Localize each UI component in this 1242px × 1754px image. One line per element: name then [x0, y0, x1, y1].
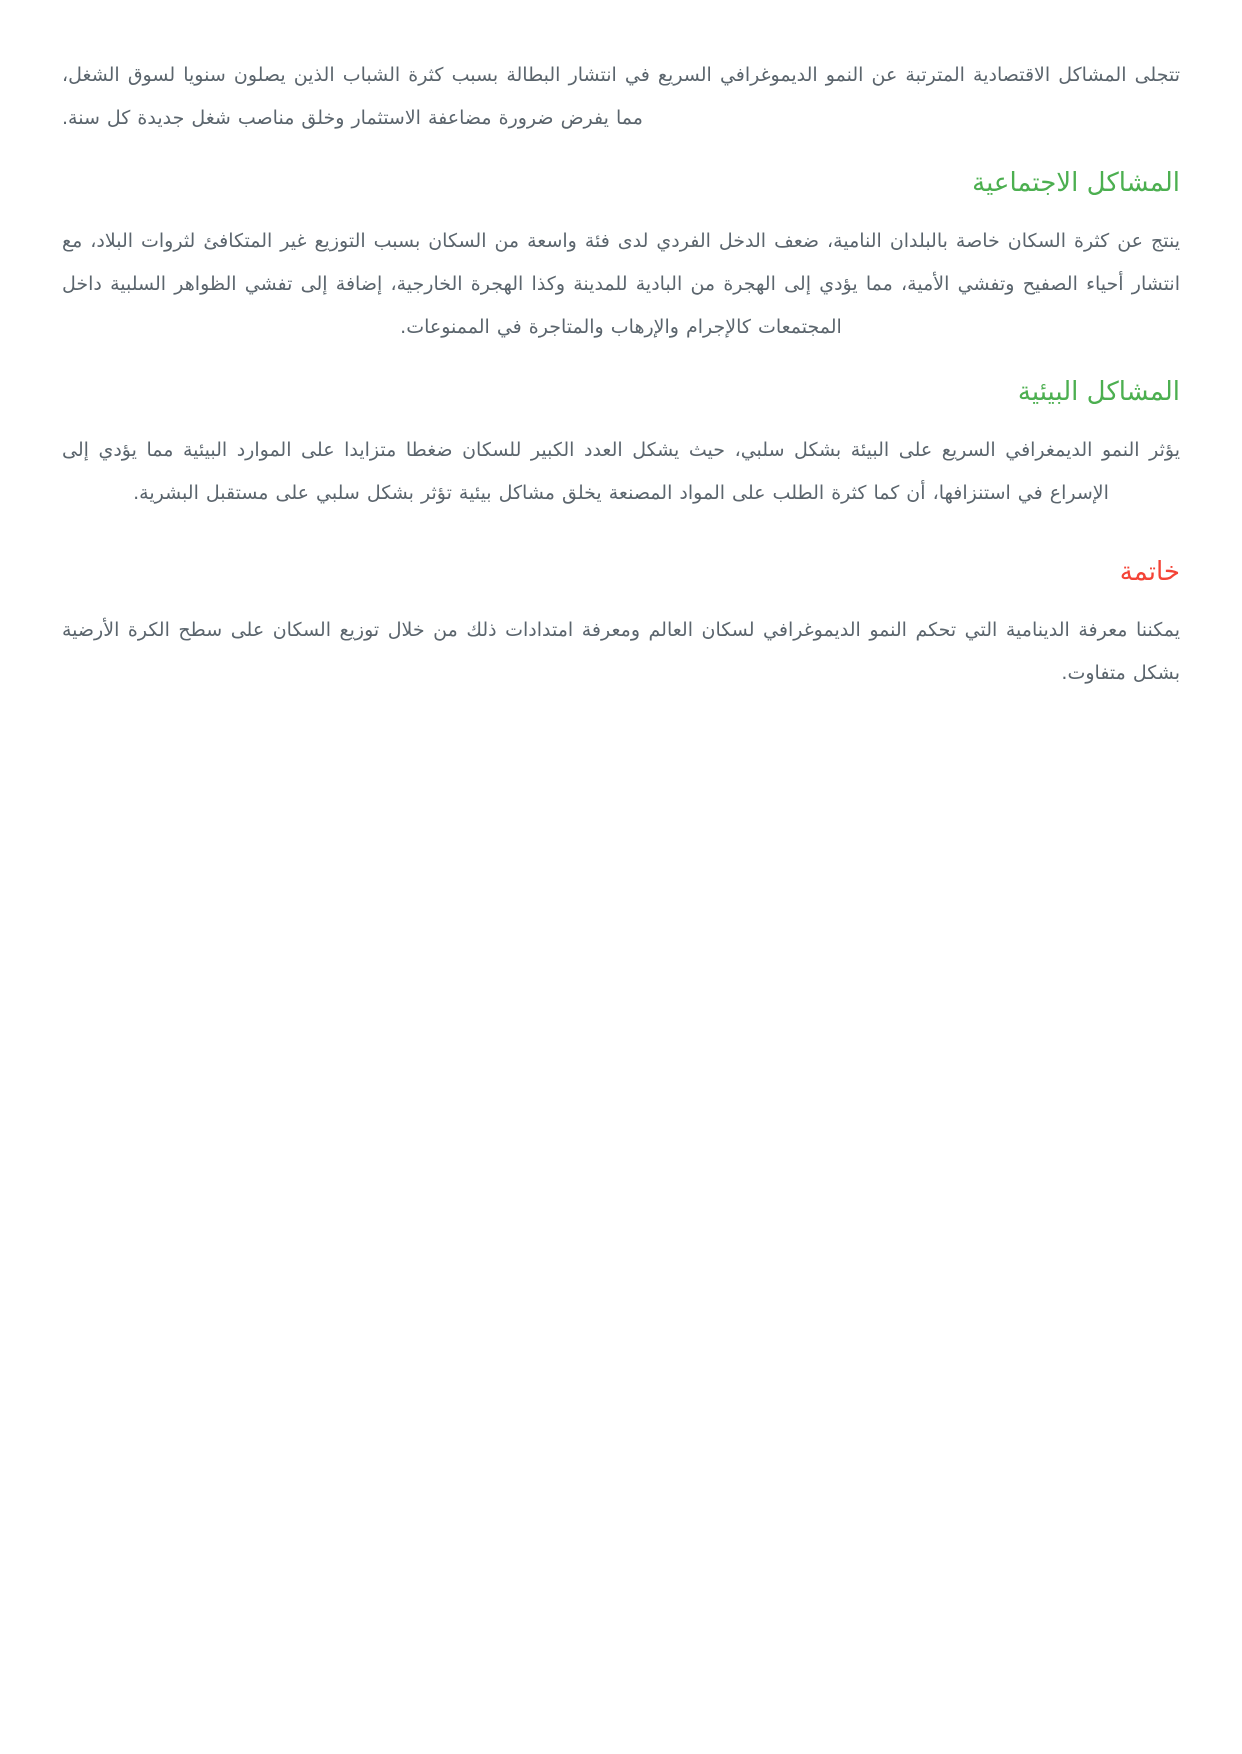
heading-social-problems: المشاكل الاجتماعية	[972, 168, 1180, 198]
heading-conclusion: خاتمة	[1119, 557, 1180, 587]
paragraph-economic-problems: تتجلى المشاكل الاقتصادية المترتبة عن النمو الديموغرافي السريع في انتشار البطالة بسبب كثرة الشباب الذين يصلون سنويا لسوق الشغل، مما يفرض ضرورة مضاعفة الاستثمار وخلق مناصب شغل جديدة كل سنة.	[62, 64, 1180, 129]
paragraph-environmental-problems: يؤثر النمو الديمغرافي السريع على البيئة بشكل سلبي، حيث يشكل العدد الكبير للسكان ضغطا متزايدا على الموارد البيئية مما يؤدي إلى الإسراع في استنزافها، أن كما كثرة الطلب على المواد المصنعة يخلق مشاكل بيئية تؤثر بشكل سلبي على مستقبل البشرية.	[62, 439, 1180, 504]
paragraph-conclusion: يمكننا معرفة الدينامية التي تحكم النمو الديموغرافي لسكان العالم ومعرفة امتدادات ذلك من خلال توزيع السكان على سطح الكرة الأرضية بشكل متفاوت.	[62, 619, 1180, 684]
heading-environmental-problems: المشاكل البيئية	[1017, 377, 1180, 407]
paragraph-social-problems: ينتج عن كثرة السكان خاصة بالبلدان النامية، ضعف الدخل الفردي لدى فئة واسعة من السكان بسبب التوزيع غير المتكافئ لثروات البلاد، مع انتشار أحياء الصفيح وتفشي الأمية، مما يؤدي إلى الهجرة من البادية للمدينة وكذا الهجرة الخارجية، إضافة إلى تفشي الظواهر السلبية داخل المجتمعات كالإجرام والإرهاب والمتاجرة في الممنوعات.	[62, 230, 1180, 338]
